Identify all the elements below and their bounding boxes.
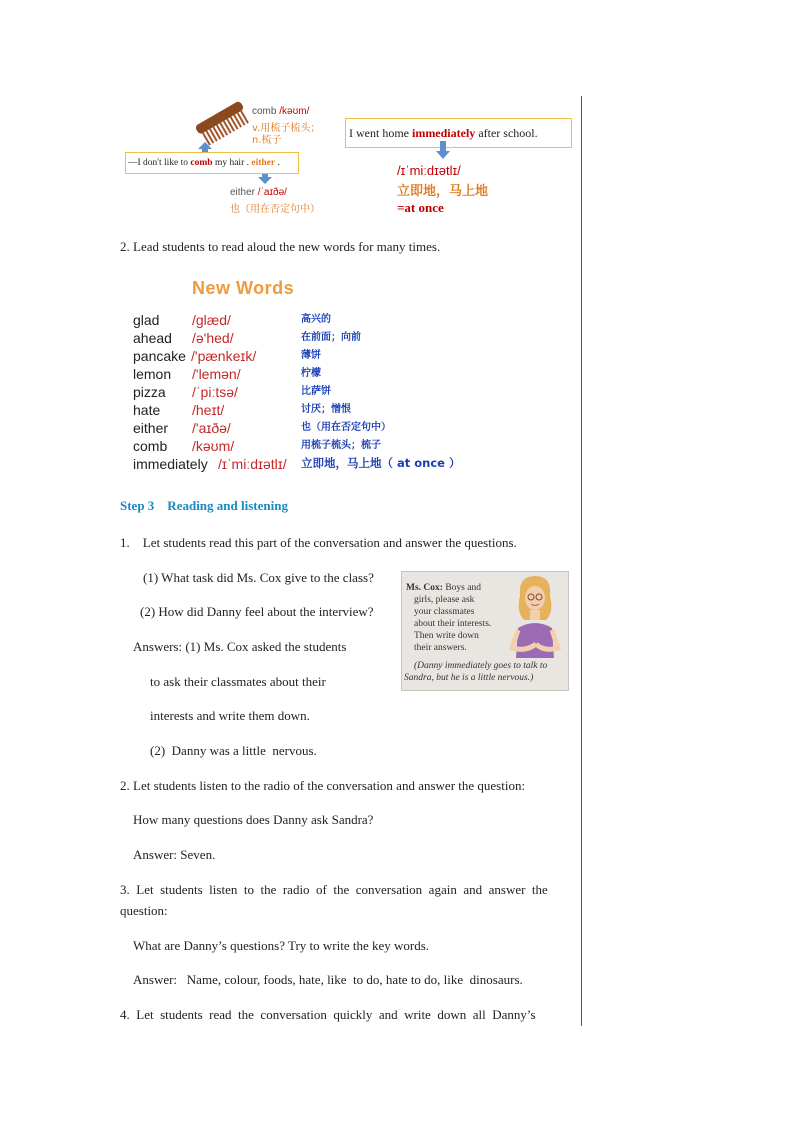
nw-meaning: 比萨饼: [301, 386, 331, 397]
nw-meaning: 讨厌；憎恨: [301, 404, 351, 415]
cox-speaker: Ms. Cox:: [406, 583, 443, 593]
sentence-mid: my hair .: [212, 158, 252, 168]
cox-line: girls, please ask: [414, 595, 475, 605]
imm-equiv: =at once: [397, 200, 444, 215]
immediately-sentence-box: [345, 118, 572, 148]
either-word: either: [230, 187, 256, 198]
answer-1b: to ask their classmates about their: [150, 674, 326, 689]
either-phonetic: /ˈaɪðə/: [257, 187, 287, 198]
para-3-answer: Answer: Name, colour, foods, hate, like to do, hate to do, like dinosaurs.: [133, 972, 523, 987]
nw-meaning: 在前面；向前: [301, 332, 361, 343]
cox-line: Then write down: [414, 631, 479, 641]
answer-1a: Answers: (1) Ms. Cox asked the students: [133, 639, 347, 654]
answer-1c: interests and write them down.: [150, 708, 310, 723]
either-meaning: 也（用在否定句中）: [230, 204, 320, 215]
answer-2: (2) Danny was a little nervous.: [150, 743, 317, 758]
nw-meaning: 用梳子梳头；梳子: [301, 440, 381, 451]
comb-verb: v.用梳子梳头；: [252, 123, 321, 134]
nw-word: glad: [133, 312, 160, 328]
sentence-either: either: [251, 158, 276, 168]
nw-meaning: 薄饼: [301, 350, 321, 361]
ms-cox-image: [401, 571, 569, 691]
cox-note: Sandra, but he is a little nervous.): [404, 673, 534, 683]
cox-note: (Danny immediately goes to talk to: [414, 661, 548, 671]
comb-phonetic: /kəʊm/: [279, 106, 310, 117]
cox-line: their answers.: [414, 643, 467, 653]
comb-sentence-box: [125, 152, 299, 174]
nw-word: ahead: [133, 330, 172, 346]
sentence-pre: —I don't like to: [128, 158, 191, 168]
para-2: 2. Let students listen to the radio of the conversation and answer the question:: [120, 778, 526, 793]
nw-word: hate: [133, 402, 161, 418]
para-3: 3. Let students listen to the radio of the conversation again and answer the: [120, 882, 548, 897]
para-3-cont: question:: [120, 903, 168, 918]
nw-word: immediately: [133, 456, 208, 472]
imm-meaning: 立即地，马上地: [397, 184, 489, 199]
nw-phonetic: /'lemən/: [192, 366, 241, 382]
para-2-question: How many questions does Danny ask Sandra?: [133, 812, 374, 827]
cox-line: about their interests.: [414, 619, 492, 629]
para-4: 4. Let students read the conversation quickly and write down all Danny’s: [120, 1007, 536, 1022]
para-lead: 2. Lead students to read aloud the new words for many times.: [120, 239, 441, 254]
nw-word: pancake: [133, 348, 186, 364]
nw-phonetic: /ˈpiːtsə/: [192, 384, 238, 400]
sentence-end: .: [275, 158, 280, 168]
nw-word: comb: [133, 438, 168, 454]
cox-line: Boys and: [442, 583, 481, 593]
para-1: 1. Let students read this part of the conversation and answer the questions.: [120, 535, 517, 550]
nw-phonetic: /glæd/: [192, 312, 231, 328]
nw-phonetic: /ɪˈmiːdɪətlɪ/: [218, 456, 287, 472]
nw-phonetic: /ə'hed/: [192, 330, 234, 346]
question-1: (1) What task did Ms. Cox give to the class?: [143, 570, 374, 585]
new-words-title: New Words: [192, 278, 295, 298]
nw-phonetic: /heɪt/: [192, 402, 225, 418]
nw-word: pizza: [133, 384, 166, 400]
nw-phonetic: /'aɪðə/: [192, 420, 231, 436]
table-border-right: [581, 96, 582, 1026]
para-2-answer: Answer: Seven.: [133, 847, 216, 862]
arrow-down-icon-2: [436, 141, 450, 159]
cox-line: your classmates: [414, 607, 475, 617]
imm-post: after school.: [475, 126, 538, 140]
nw-meaning: 也（用在否定句中）: [301, 422, 391, 433]
nw-phonetic: /'pænkeɪk/: [191, 348, 257, 364]
comb-image: [192, 98, 252, 146]
nw-phonetic: /kəʊm/: [192, 438, 235, 454]
comb-noun: n.梳子: [252, 135, 282, 146]
nw-meaning: 柠檬: [301, 368, 321, 379]
nw-meaning: 高兴的: [301, 314, 331, 325]
imm-pre: I went home: [349, 126, 412, 140]
woman-illustration: [506, 574, 564, 658]
comb-word: comb: [252, 106, 277, 117]
sentence-comb: comb: [190, 158, 213, 168]
para-3-question: What are Danny’s questions? Try to write the key words.: [133, 938, 430, 953]
question-2: (2) How did Danny feel about the interview?: [140, 604, 374, 619]
step3-heading: Step 3 Reading and listening: [120, 498, 288, 513]
nw-word: either: [133, 420, 169, 436]
imm-word: immediately: [411, 126, 476, 140]
nw-meaning: 立即地，马上地（ at once ）: [301, 456, 461, 470]
imm-phonetic: /ɪˈmiːdɪətlɪ/: [397, 163, 461, 178]
nw-word: lemon: [133, 366, 172, 382]
